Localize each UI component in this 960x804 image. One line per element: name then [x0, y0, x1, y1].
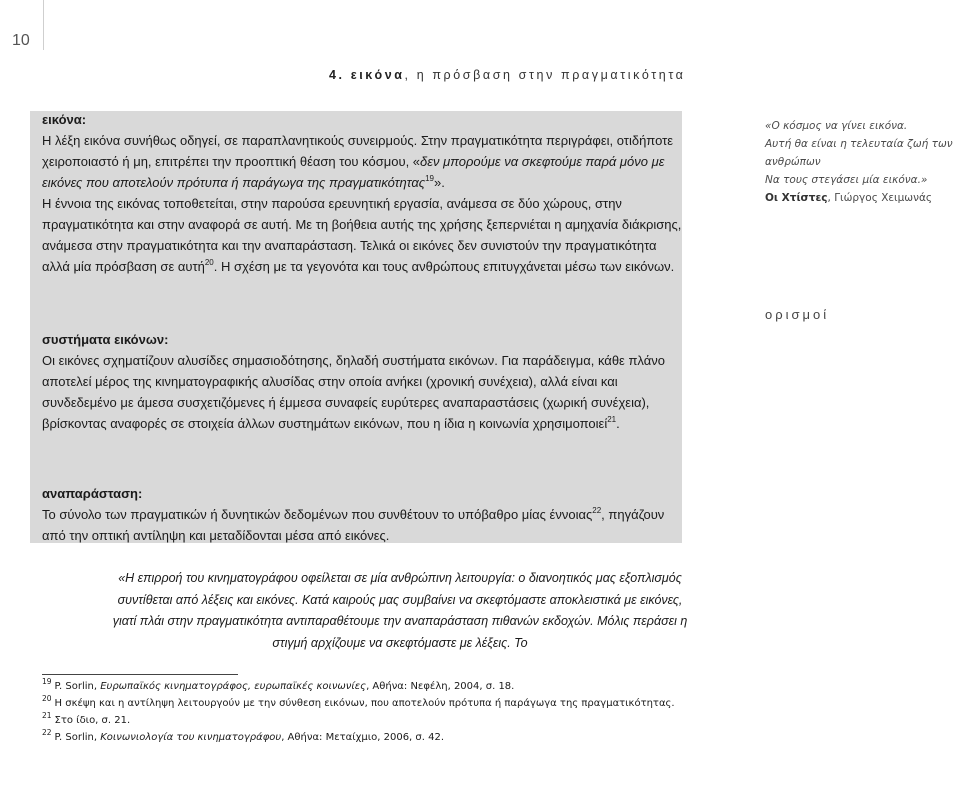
definition-text: Οι εικόνες σχηματίζουν αλυσίδες σημασιοδότησης, δηλαδή συστήματα εικόνων. Για παράδειγμα, κάθε πλάνο αποτελεί μέρος της κινηματογραφικής αλυσίδας στην οποία ανήκει (χρονική συνέχεια), αλλά είναι και συνδεδεμένο με άμεσα συσχετιζόμενες ή έμμεσα συναφείς ευρύτερες αναπαραστάσεις (χωρική συνέχεια), βρίσκοντας αναφορές σε στοιχεία άλλων συστημάτων εικόνων, που η ίδια η κοινωνία χρησιμοποιεί — [42, 353, 665, 431]
footnote-ref[interactable]: 20 — [204, 258, 214, 267]
definition-quote: δεν μπορούμε να σκεφτούμε παρά μόνο με εικόνες που αποτελούν πρότυπα ή παράγωγα της πραγματικότητας — [42, 154, 665, 190]
chapter-keyword: εικόνα — [350, 68, 405, 82]
footnote-ref[interactable]: 19 — [425, 174, 435, 183]
definition-paragraph — [42, 350, 682, 434]
definition-systimata-eikonon — [42, 329, 682, 434]
footnote-number: 22 — [42, 728, 52, 737]
definition-paragraph — [42, 504, 682, 546]
term-label: συστήματα εικόνων: — [42, 332, 169, 347]
chapter-subtitle: , η πρόσβαση στην πραγματικότητα — [404, 68, 686, 82]
page-number-divider — [43, 0, 44, 50]
footnote-text: , Αθήνα: Μεταίχμιο, 2006, σ. 42. — [281, 732, 445, 743]
chapter-header — [329, 68, 686, 82]
definition-text: Η έννοια της εικόνας τοποθετείται, στην παρούσα ερευνητική εργασία, ανάμεσα σε δύο χώρους, στην πραγματικότητα και στην αναφορά σε αυτή. Με τη βοήθεια αυτής της χρήσης ξεπερνιέται η αμηχανία διάκρισης, ανάμεσα στην πραγματικότητα και την αναπαράσταση. Τελικά οι εικόνες δεν συνιστούν την πραγματικότητα αλλά μία πρόσβαση σε αυτή — [42, 196, 682, 274]
footnote-title: Ευρωπαϊκός κινηματογράφος, ευρωπαϊκές κοινωνίες — [100, 681, 367, 692]
epigraph-line: Να τους στεγάσει μία εικόνα.» — [765, 174, 928, 186]
footnote-text: Η σκέψη και η αντίληψη λειτουργούν με την σύνθεση εικόνων, που αποτελούν πρότυπα ή παράγωγα της πραγματικότητας. — [54, 698, 675, 709]
margin-epigraph — [765, 117, 955, 207]
definition-paragraph — [42, 130, 682, 193]
footnote-text: P. Sorlin, — [54, 732, 101, 743]
epigraph-line: «Ο κόσμος να γίνει εικόνα. — [765, 120, 908, 132]
footnotes — [42, 679, 842, 747]
definition-text: ». — [434, 175, 445, 190]
chapter-number: 4. — [329, 68, 345, 82]
footnote-text: Στο ίδιο, σ. 21. — [54, 715, 131, 726]
page-number: 10 — [12, 32, 30, 49]
footnote — [42, 679, 842, 695]
margin-section-heading: ορισμοί — [765, 307, 830, 322]
footnote-number: 21 — [42, 711, 52, 720]
epigraph-line: Αυτή θα είναι η τελευταία ζωή των ανθρώπων — [765, 138, 953, 168]
footnote-number: 19 — [42, 677, 52, 686]
definition-text: . Η σχέση με τα γεγονότα και τους ανθρώπους επιτυγχάνεται μέσω των εικόνων. — [213, 259, 675, 274]
footnote — [42, 713, 842, 729]
footnote-number: 20 — [42, 694, 52, 703]
definition-eikona — [42, 109, 682, 277]
definition-text: Η λέξη εικόνα συνήθως οδηγεί, σε παραπλανητικούς συνειρμούς. Στην πραγματικότητα περιγράφει, οτιδήποτε χειροποιαστό ή μη, επιτρέπει την προοπτική θέαση του κόσμου, « — [42, 133, 674, 169]
block-quotation: «Η επιρροή του κινηματογράφου οφείλεται σε μία ανθρώπινη λειτουργία: ο διανοητικός μας εξοπλισμός συντίθεται από λέξεις και εικόνες. Κατά καιρούς μας συμβαίνει να σκεφτόμαστε αποκλειστικά με εικόνες, γιατί πλάι στην πραγματικότητα αντιπαραθέτουμε την αναπαράσταση πιθανών εκδοχών. Μόλις περάσει η στιγμή αρχίζουμε να σκεφτόμαστε με λέξεις. Το — [112, 571, 688, 650]
footnote-ref[interactable]: 22 — [592, 506, 602, 515]
footnote — [42, 730, 842, 746]
epigraph-author: , Γιώργος Χειμωνάς — [827, 192, 933, 204]
footnote-text: , Αθήνα: Νεφέλη, 2004, σ. 18. — [366, 681, 515, 692]
term-label: αναπαράσταση: — [42, 486, 143, 501]
footnote-title: Κοινωνιολογία του κινηματογράφου — [100, 732, 282, 743]
epigraph-work: Οι Χτίστες — [765, 192, 828, 204]
definition-text: . — [616, 416, 620, 431]
term-label: εικόνα: — [42, 112, 87, 127]
footnote-ref[interactable]: 21 — [607, 415, 617, 424]
footnote — [42, 696, 842, 712]
definition-anaparastasi — [42, 483, 682, 546]
footnote-text: P. Sorlin, — [54, 681, 101, 692]
definition-paragraph — [42, 193, 682, 277]
footnote-separator — [42, 674, 238, 675]
definition-text: , πηγάζουν από την οπτική αντίληψη και μεταδίδονται μέσα από εικόνες. — [42, 507, 665, 543]
definition-text: Το σύνολο των πραγματικών ή δυνητικών δεδομένων που συνθέτουν το υπόβαθρο μίας έννοιας — [42, 507, 593, 522]
